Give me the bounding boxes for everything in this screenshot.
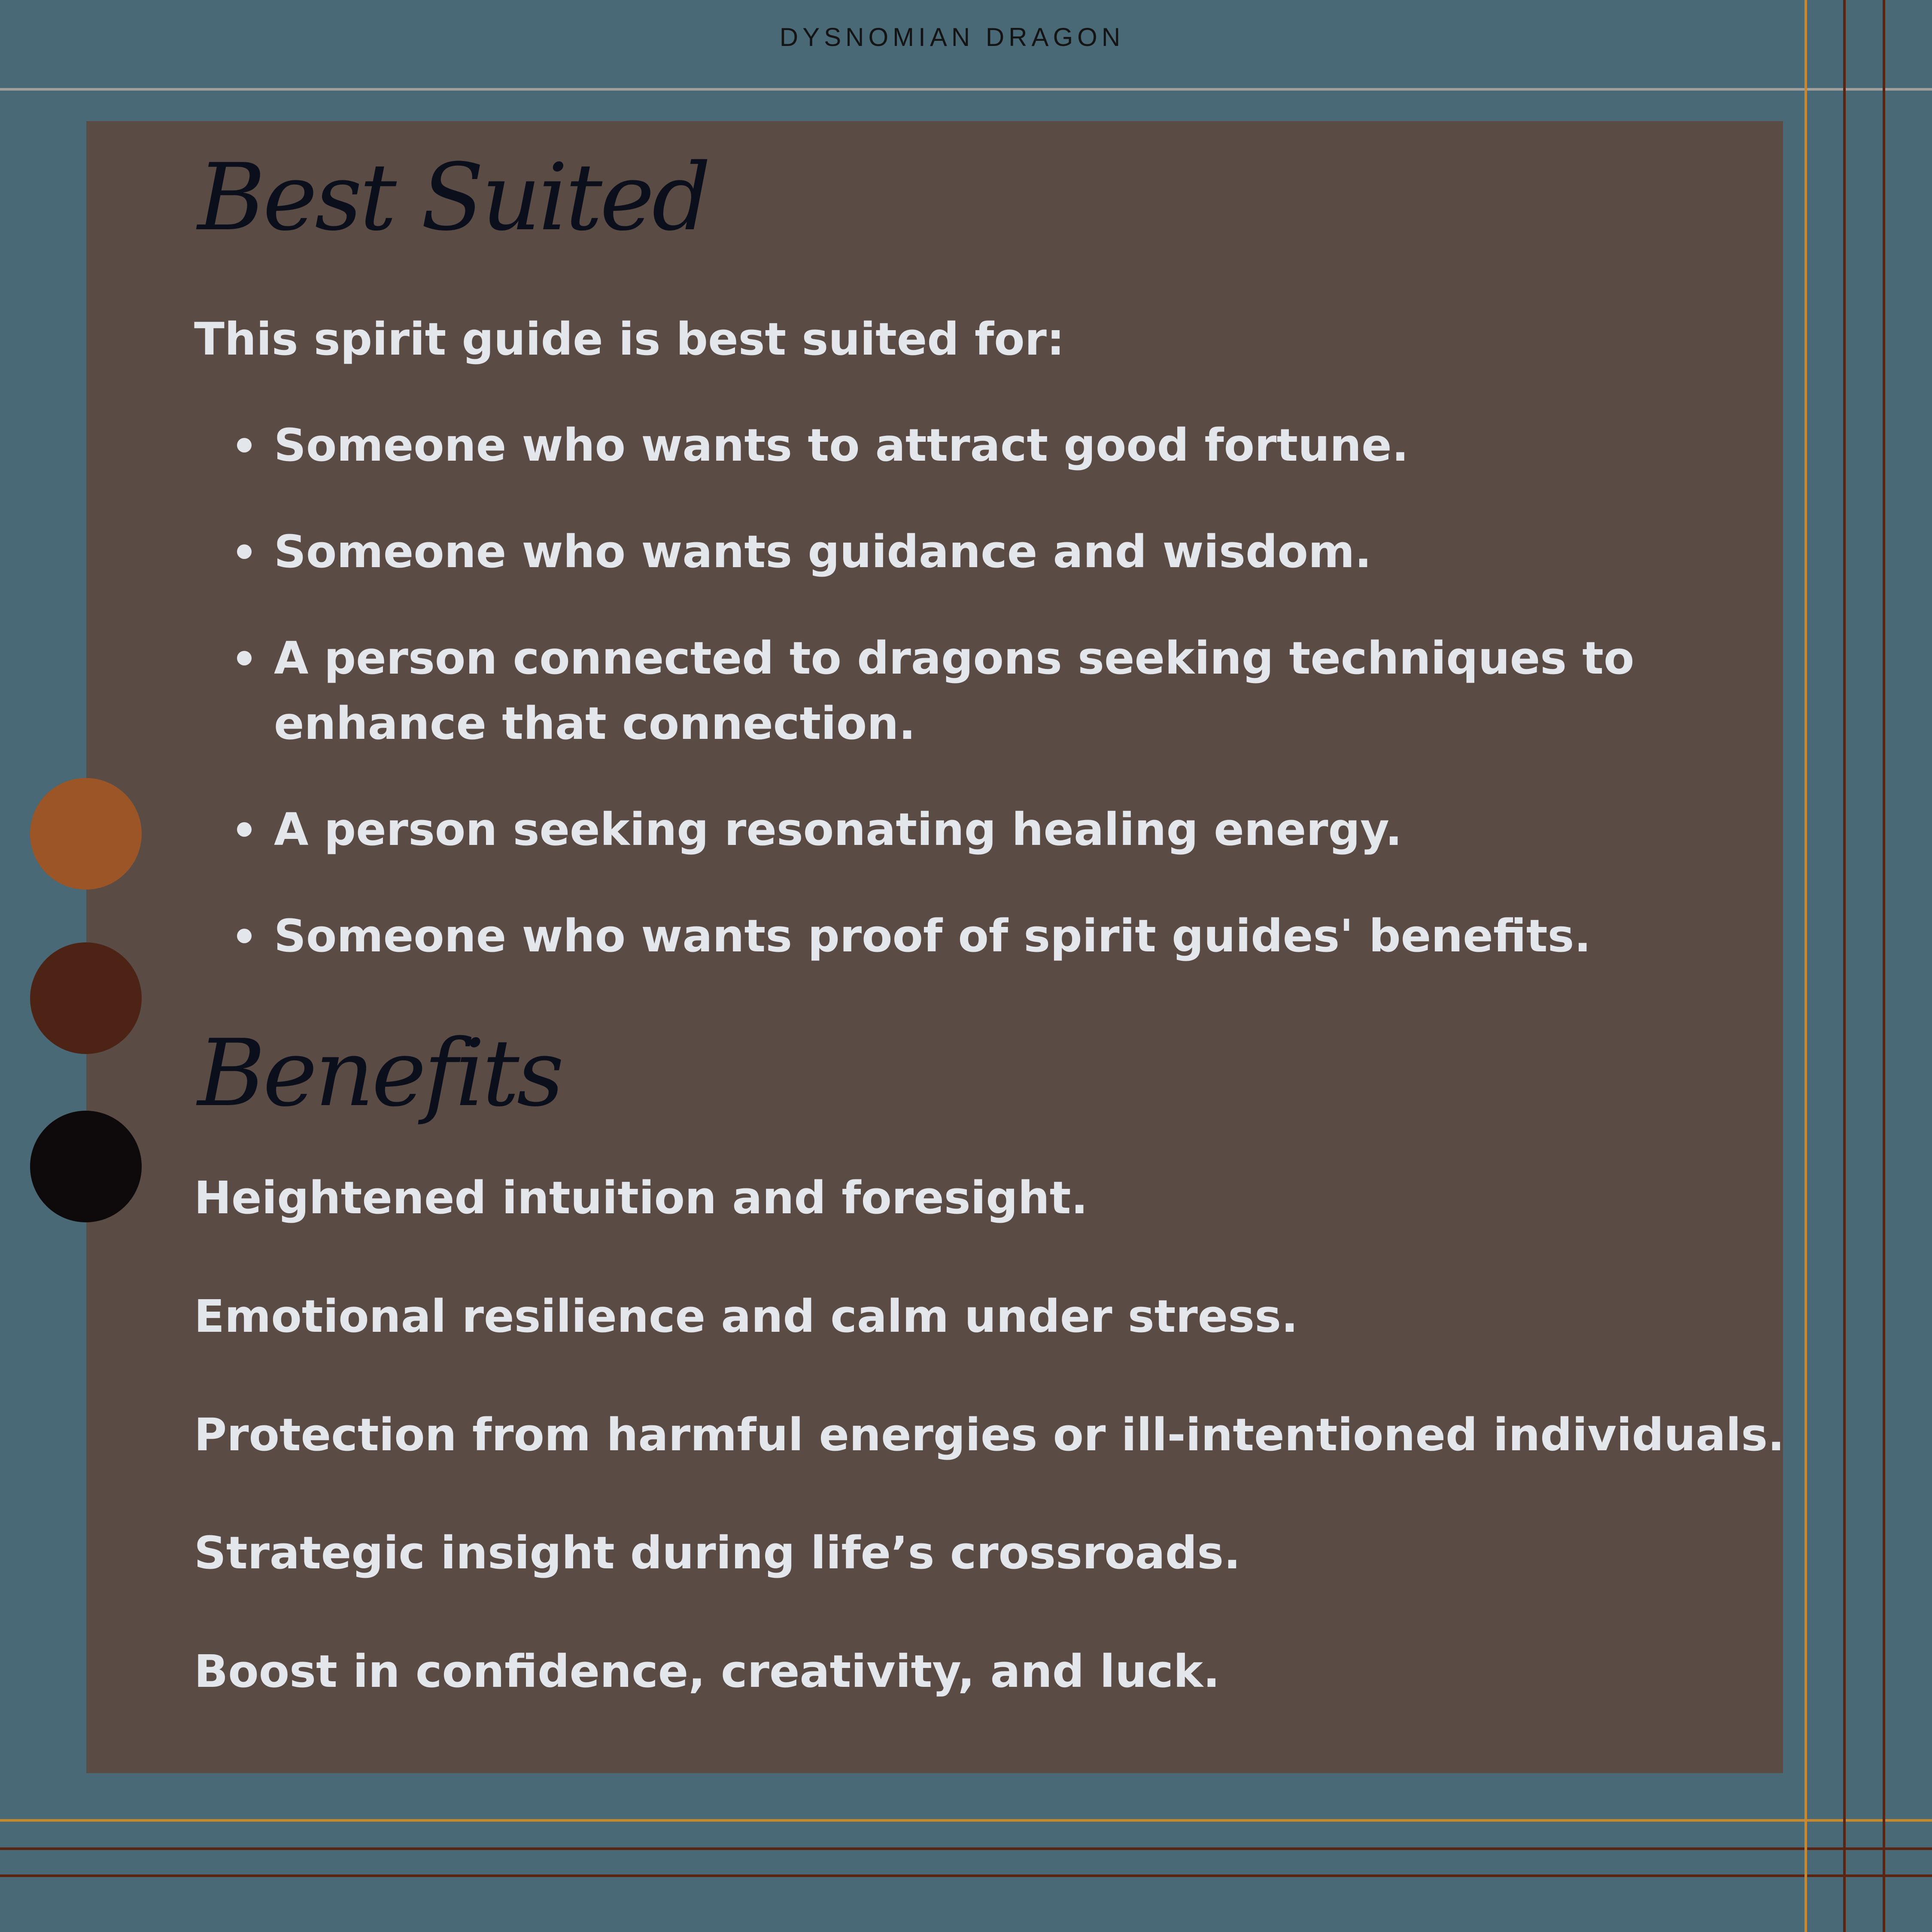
top-divider-line [0, 88, 1932, 91]
swatch-brown [30, 942, 142, 1054]
list-item-continuation: enhance that connection. [274, 697, 916, 750]
list-item: A person connected to dragons seeking techniques to [274, 632, 1634, 684]
bottom-dark-line-2 [0, 1874, 1932, 1877]
bullet-dot [237, 438, 252, 453]
bullet-dot [237, 822, 252, 837]
bullet-dot [237, 651, 252, 665]
bullet-dot [237, 929, 252, 943]
page-header-title: DYSNOMIAN DRAGON [779, 23, 1125, 52]
right-dark-line-2 [1883, 0, 1885, 1932]
list-item: Someone who wants to attract good fortune. [274, 419, 1409, 471]
list-item: Someone who wants proof of spirit guides' benefits. [274, 910, 1592, 962]
swatch-black [30, 1111, 142, 1222]
best-suited-title: Best Suited [197, 143, 709, 251]
swatch-orange [30, 778, 142, 890]
bullet-dot [237, 544, 252, 559]
bottom-gold-line [0, 1819, 1932, 1822]
list-item: A person seeking resonating healing energy. [274, 803, 1402, 856]
benefit-item: Emotional resilience and calm under stress. [194, 1290, 1298, 1343]
best-suited-intro: This spirit guide is best suited for: [194, 313, 1065, 365]
list-item: Someone who wants guidance and wisdom. [274, 526, 1372, 578]
bottom-dark-line-1 [0, 1847, 1932, 1850]
benefit-item: Protection from harmful energies or ill-intentioned individuals. [194, 1409, 1785, 1461]
benefit-item: Heightened intuition and foresight. [194, 1172, 1088, 1224]
benefit-item: Strategic insight during life’s crossroads. [194, 1527, 1241, 1579]
benefits-title: Benefits [197, 1019, 562, 1127]
right-dark-line-1 [1843, 0, 1846, 1932]
benefit-item: Boost in confidence, creativity, and luck. [194, 1645, 1220, 1698]
right-gold-line [1804, 0, 1807, 1932]
